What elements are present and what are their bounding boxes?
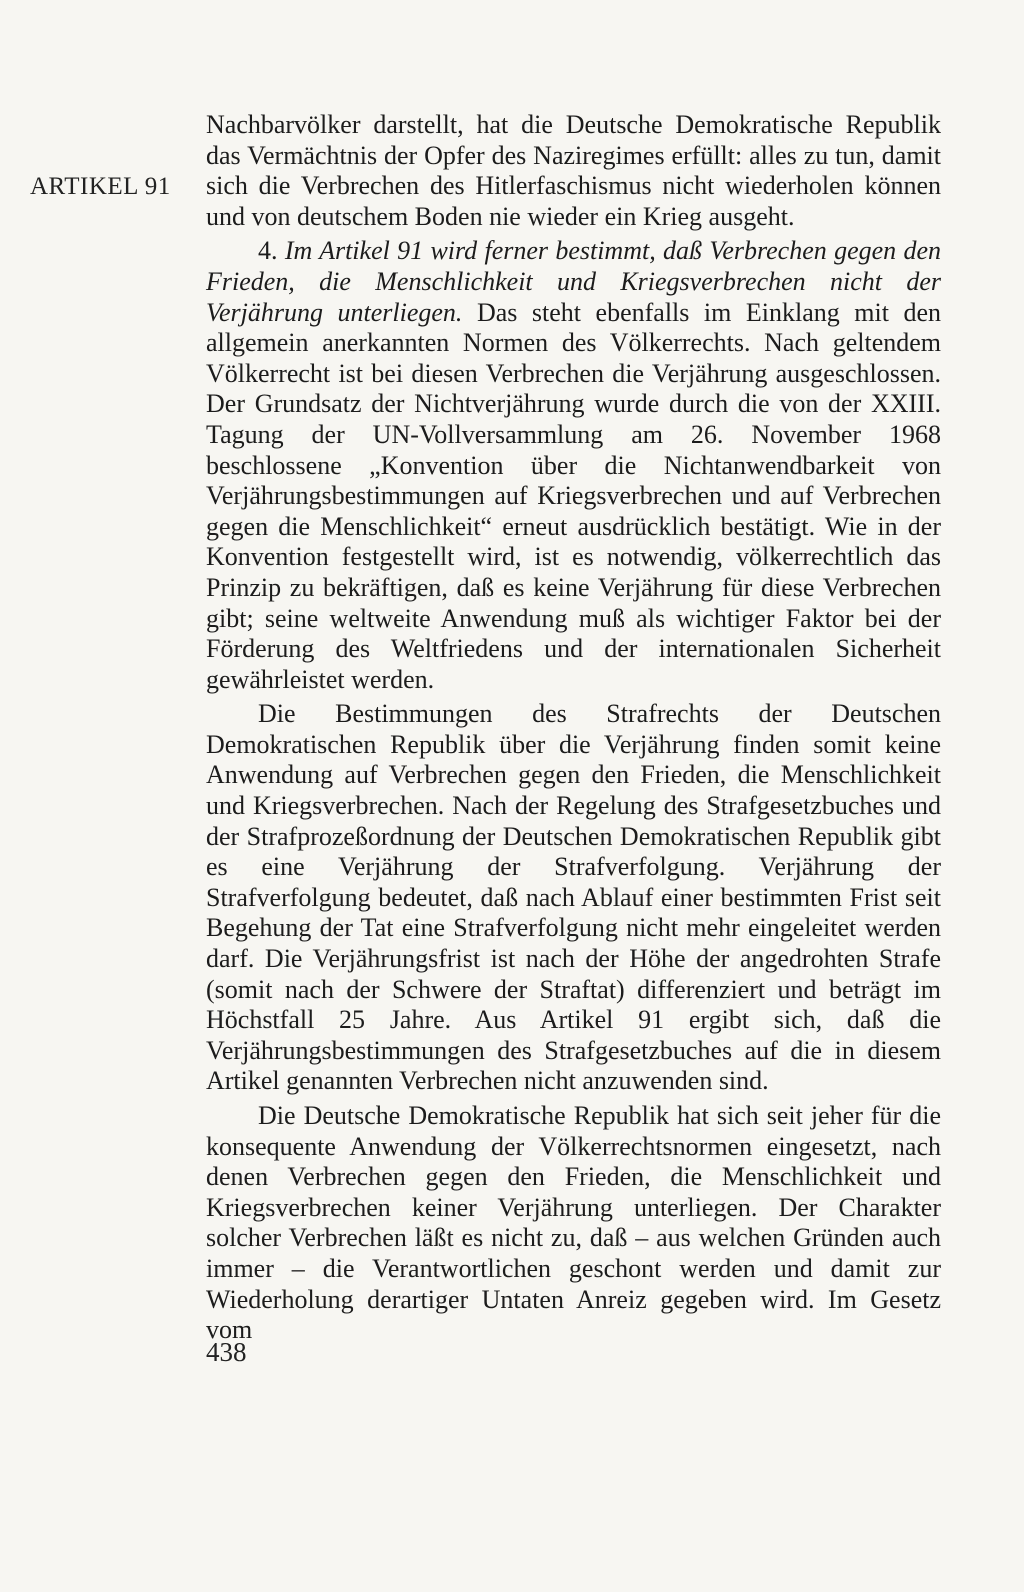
body-text — [206, 110, 941, 1346]
paragraph-1: Nachbarvölker darstellt, hat die Deutsche Demokratische Republik das Vermächtnis der Opfer des Naziregimes erfüllt: alles zu tun, damit sich die Verbrechen des Hitlerfaschismus nicht wiederholen können und von deutschem Boden nie wieder ein Krieg ausgeht. — [206, 110, 941, 231]
paragraph-2-italic: Im Artikel 91 wird ferner bestimmt, daß Verbrechen gegen den Frieden, die Menschlichkeit und Kriegsverbrechen nicht der Verjährung unterliegen. — [206, 236, 941, 327]
paragraph-2-text: Das steht ebenfalls im Einklang mit den allgemein anerkannten Normen des Völkerrechts. Nach geltendem Völkerrecht ist bei diesen Verbrechen die Verjährung ausgeschlossen. Der Grundsatz der Nichtverjährung wurde durch die von der XXIII. Tagung der UN-Vollversammlung am 26. November 1968 beschlossene „Konvention über die Nichtanwendbarkeit von Verjährungsbestimmungen auf Kriegsverbrechen und auf Verbrechen gegen die Menschlichkeit“ erneut ausdrücklich bestätigt. Wie in der Konvention festgestellt wird, ist es notwendig, völkerrechtlich das Prinzip zu bekräftigen, daß es keine Verjährung für diese Verbrechen gibt; seine weltweite Anwendung muß als wichtiger Faktor bei der Förderung des Weltfriedens und der internationalen Sicherheit gewährleistet werden. — [206, 297, 941, 694]
page-number: 438 — [206, 1337, 247, 1367]
paragraph-2-number: 4. — [258, 236, 278, 266]
paragraph-3: Die Bestimmungen des Strafrechts der Deutschen Demokratischen Republik über die Verjährung finden somit keine Anwendung auf Verbrechen gegen den Frieden, die Menschlichkeit und Kriegsverbrechen. Nach der Regelung des Strafgesetzbuches und der Strafprozeßordnung der Deutschen Demokratischen Republik gibt es eine Verjährung der Strafverfolgung. Verjährung der Strafverfolgung bedeutet, daß nach Ablauf einer bestimmten Frist seit Begehung der Tat eine Strafverfolgung nicht mehr eingeleitet werden darf. Die Verjährungsfrist ist nach der Höhe der angedrohten Strafe (somit nach der Schwere der Straftat) differenziert und beträgt im Höchstfall 25 Jahre. Aus Artikel 91 ergibt sich, daß die Verjährungsbestimmungen des Strafgesetzbuches auf die in diesem Artikel genannten Verbrechen nicht anzuwenden sind. — [206, 699, 941, 1096]
paragraph-2 — [206, 236, 941, 695]
paragraph-4: Die Deutsche Demokratische Republik hat sich seit jeher für die konsequente Anwendung der Völkerrechtsnormen eingesetzt, nach denen Verbrechen gegen den Frieden, die Menschlichkeit und Kriegsverbrechen keiner Verjährung unterliegen. Der Charakter solcher Verbrechen läßt es nicht zu, daß – aus welchen Gründen auch immer – die Verantwortlichen geschont werden und damit zur Wiederholung derartiger Untaten Anreiz gegeben wird. Im Gesetz vom — [206, 1101, 941, 1345]
margin-note-article: ARTIKEL 91 — [30, 173, 171, 200]
